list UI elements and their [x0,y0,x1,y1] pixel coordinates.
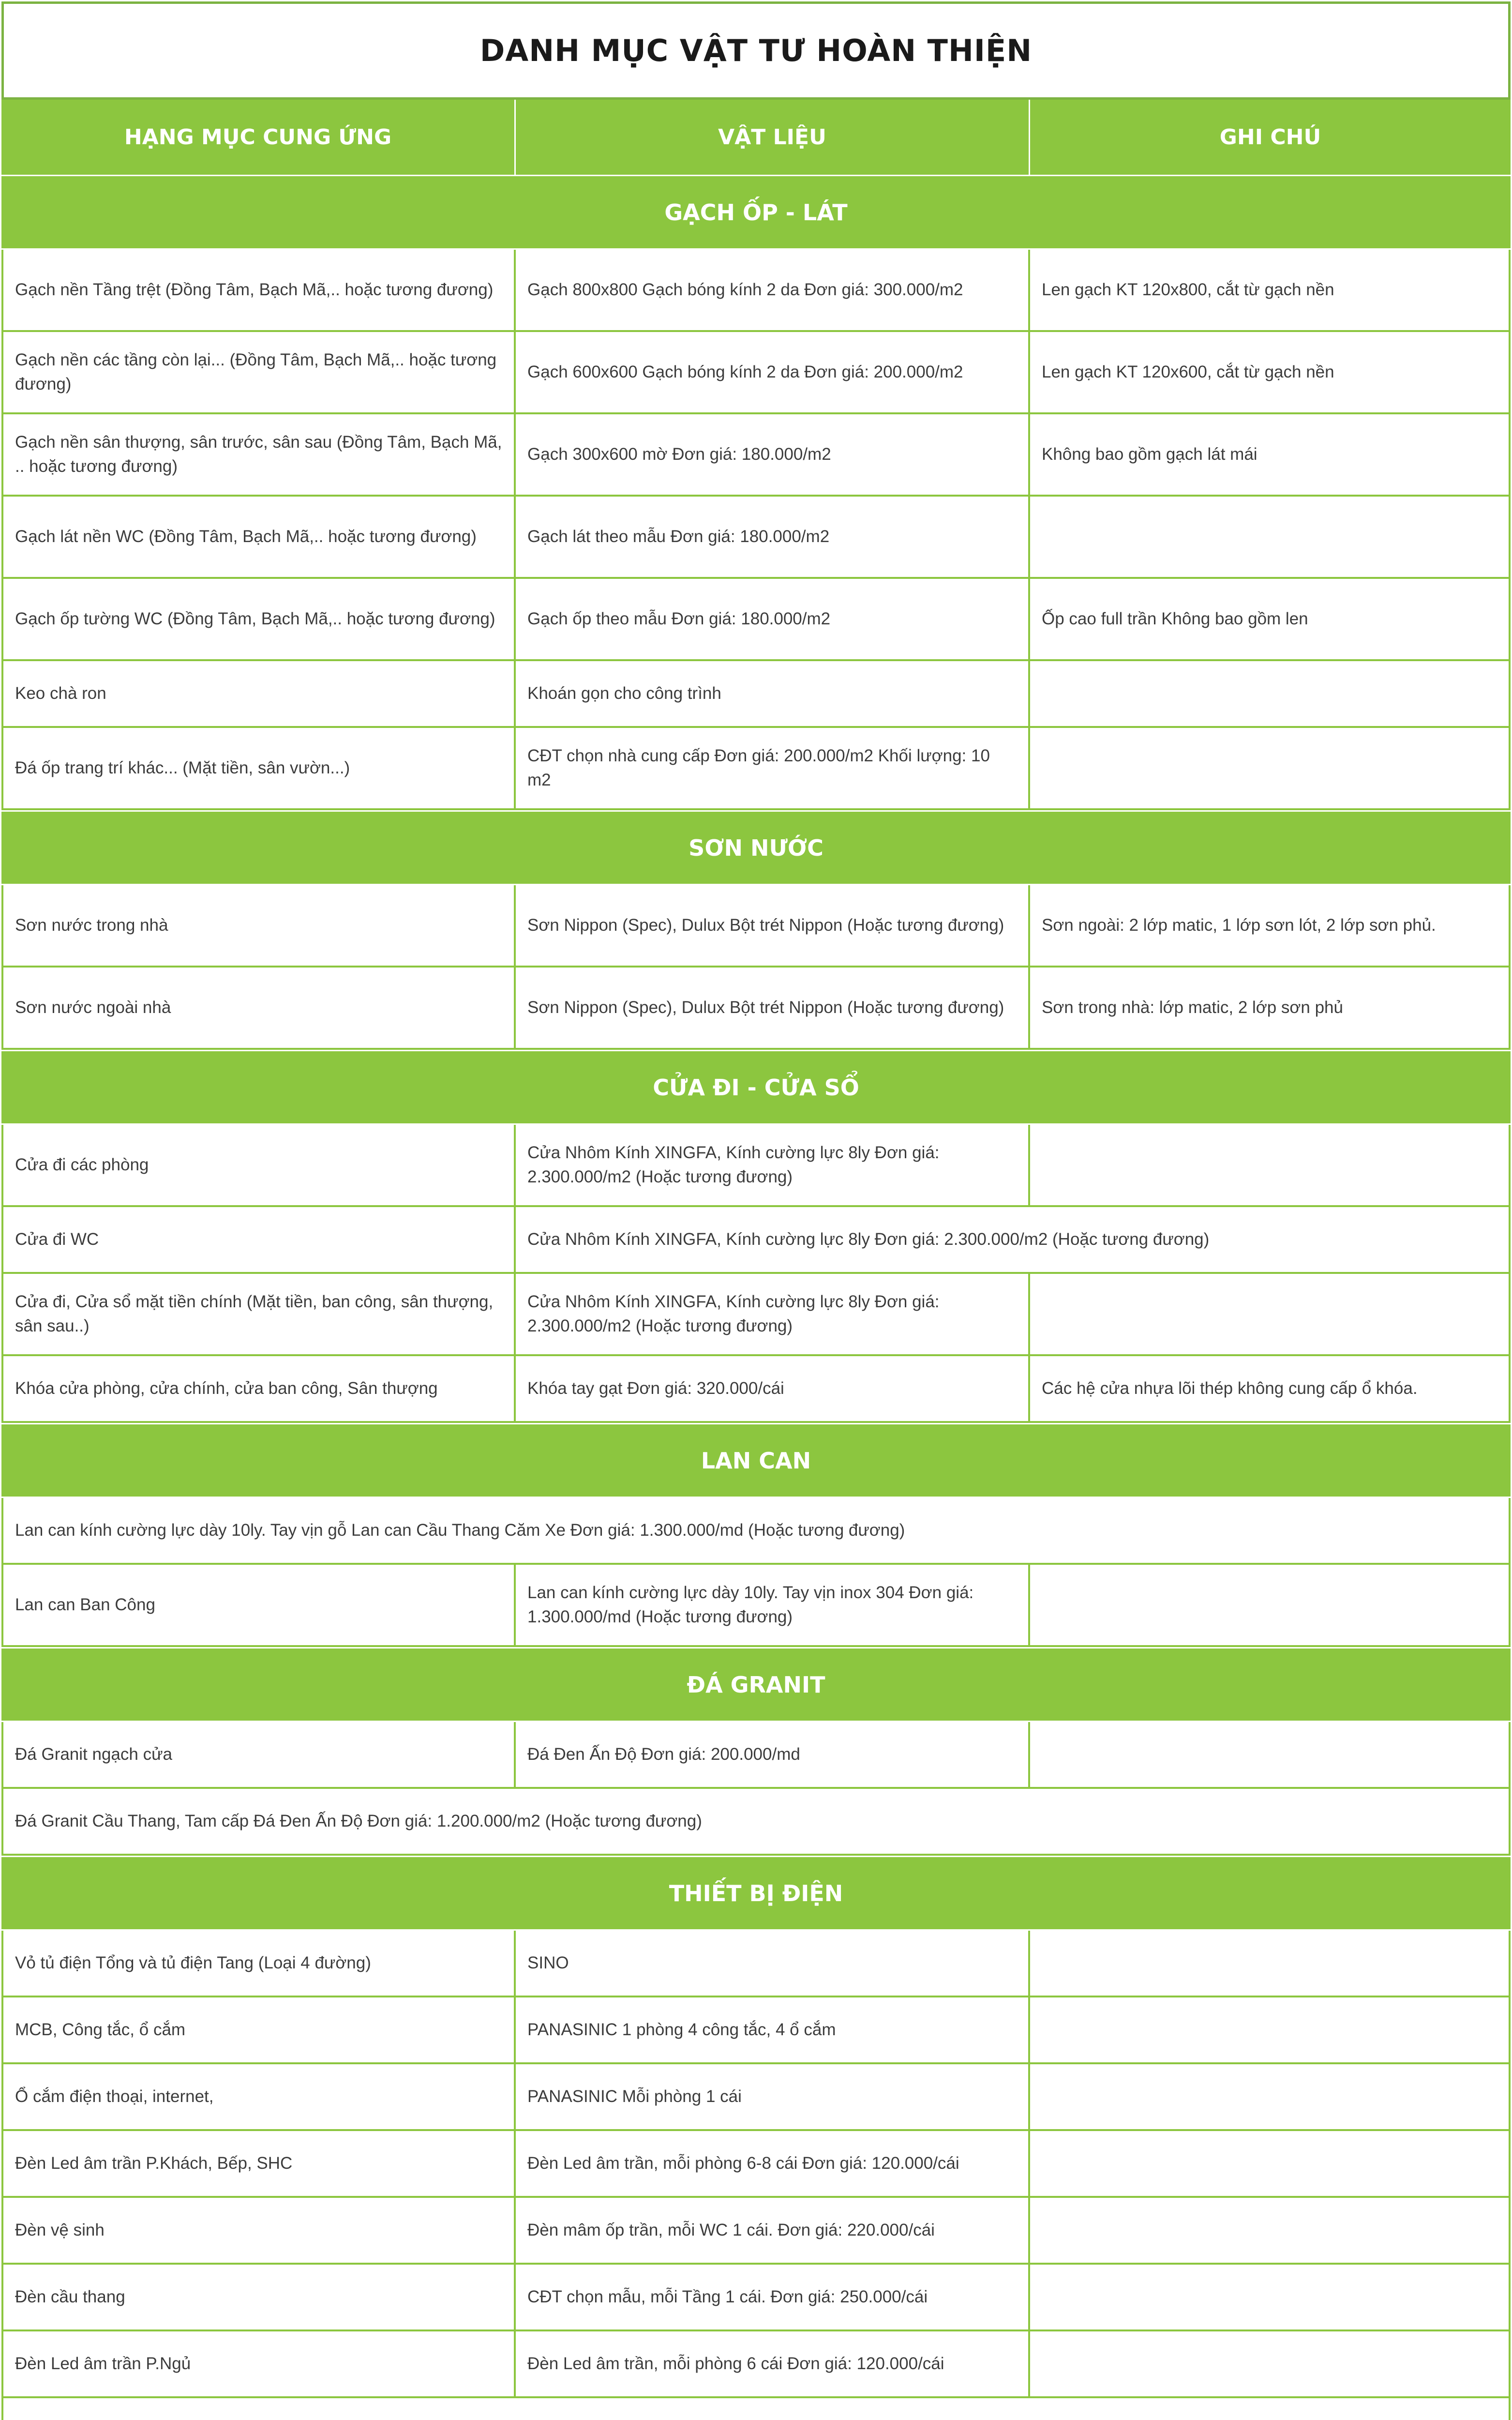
cell-material: Đèn mâm ốp trần, mỗi WC 1 cái. Đơn giá: 220.000/cái [516,2198,1030,2263]
table-row [1,2398,1511,2420]
cell-note [1030,1997,1511,2062]
cell-material: Khóa tay gạt Đơn giá: 320.000/cái [516,1356,1030,1421]
cell-material: Gạch 300x600 mờ Đơn giá: 180.000/m2 [516,414,1030,495]
cell-supply-item: Đèn Led âm trần P.Khách, Bếp, SHC [1,2131,516,2196]
cell-supply-item: Sơn nước ngoài nhà [1,968,516,1048]
cell-supply-item: Vỏ tủ điện Tổng và tủ điện Tang (Loại 4 đường) [1,1931,516,1996]
cell-note: Sơn trong nhà: lớp matic, 2 lớp sơn phủ [1030,968,1511,1048]
cell-supply-item: Lan can Ban Công [1,1565,516,1645]
cell-supply-item: Đá Granit ngạch cửa [1,1722,516,1787]
table-row [1,2198,1511,2265]
table-row [1,1274,1511,1356]
cell-supply-item: Cửa đi các phòng [1,1125,516,1205]
column-header-supply-item: HẠNG MỤC CUNG ỨNG [1,100,516,175]
table-row [1,1565,1511,1647]
column-header-material: VẬT LIỆU [516,100,1030,175]
table-row [1,1997,1511,2064]
cell-supply-item: Gạch nền các tầng còn lại... (Đồng Tâm, Bạch Mã,.. hoặc tương đương) [1,332,516,412]
section-header-row [1,1647,1511,1722]
section-title: THIẾT BỊ ĐIỆN [669,1880,843,1906]
cell-supply-item: Khóa cửa phòng, cửa chính, cửa ban công, Sân thượng [1,1356,516,1421]
cell-note: Không bao gồm gạch lát mái [1030,414,1511,495]
cell-supply-item: Đèn vệ sinh [1,2198,516,2263]
table-row [1,728,1511,810]
table-row [1,332,1511,414]
cell-note: Len gạch KT 120x800, cắt từ gạch nền [1030,250,1511,330]
table-row [1,497,1511,579]
cell-note [1030,1931,1511,1996]
cell-note: Len gạch KT 120x600, cắt từ gạch nền [1030,332,1511,412]
cell-note: Các hệ cửa nhựa lõi thép không cung cấp ổ khóa. [1030,1356,1511,1421]
section-title: CỬA ĐI - CỬA SỔ [653,1074,859,1101]
table-row [1,250,1511,332]
cell-material: Gạch 800x800 Gạch bóng kính 2 da Đơn giá: 300.000/m2 [516,250,1030,330]
table-title-row [1,1,1511,100]
cell-note [1030,2198,1511,2263]
cell-supply-item: Đá ốp trang trí khác... (Mặt tiền, sân vườn...) [1,728,516,808]
cell-material: CĐT chọn nhà cung cấp Đơn giá: 200.000/m2 Khối lượng: 10 m2 [516,728,1030,808]
section-title: SƠN NƯỚC [689,834,823,861]
cell-material: Sơn Nippon (Spec), Dulux Bột trét Nippon (Hoặc tương đương) [516,968,1030,1048]
cell-supply-item: Gạch nền Tầng trệt (Đồng Tâm, Bạch Mã,.. hoặc tương đương) [1,250,516,330]
cell-material: CĐT chọn mẫu, mỗi Tầng 1 cái. Đơn giá: 250.000/cái [516,2265,1030,2329]
cell-material: Gạch 600x600 Gạch bóng kính 2 da Đơn giá: 200.000/m2 [516,332,1030,412]
cell-material: Đèn Led âm trần, mỗi phòng 6 cái Đơn giá: 120.000/cái [516,2331,1030,2396]
cell-material: Đèn Led âm trần, mỗi phòng 6-8 cái Đơn giá: 120.000/cái [516,2131,1030,2196]
page-title: DANH MỤC VẬT TƯ HOÀN THIỆN [479,33,1033,68]
cell-note [1030,2265,1511,2329]
table-row [1,2131,1511,2198]
cell-note [1030,661,1511,726]
cell-supply-item: Keo chà ron [1,661,516,726]
cell-supply-item: Sơn nước trong nhà [1,885,516,966]
cell-material: Đá Đen Ấn Độ Đơn giá: 200.000/md [516,1722,1030,1787]
table-row [1,1356,1511,1423]
cell-note [1030,1722,1511,1787]
cell-material: Cửa Nhôm Kính XINGFA, Kính cường lực 8ly Đơn giá: 2.300.000/m2 (Hoặc tương đương) [516,1274,1030,1354]
cell-note [1030,2064,1511,2129]
cell-merged: Lan can kính cường lực dày 10ly. Tay vịn gỗ Lan can Cầu Thang Căm Xe Đơn giá: 1.300.000/md (Hoặc tương đương) [1,1498,1511,1563]
cell-supply-item: Gạch lát nền WC (Đồng Tâm, Bạch Mã,.. hoặc tương đương) [1,497,516,577]
cell-merged [1,2398,1511,2420]
table-row [1,2331,1511,2398]
section-header-row [1,1050,1511,1125]
table-body [1,175,1511,2420]
cell-note: Ốp cao full trần Không bao gồm len [1030,579,1511,659]
cell-supply-item: Cửa đi, Cửa sổ mặt tiền chính (Mặt tiền, ban công, sân thượng, sân sau..) [1,1274,516,1354]
table-row [1,1931,1511,1997]
section-header-row [1,1423,1511,1498]
section-title: LAN CAN [701,1447,811,1474]
table-row [1,579,1511,661]
table-row [1,661,1511,728]
table-row [1,1789,1511,1856]
section-title: ĐÁ GRANIT [687,1671,825,1698]
table-row [1,885,1511,968]
cell-material-merged: Cửa Nhôm Kính XINGFA, Kính cường lực 8ly Đơn giá: 2.300.000/m2 (Hoặc tương đương) [516,1207,1511,1272]
cell-note [1030,497,1511,577]
cell-note [1030,728,1511,808]
cell-supply-item: Cửa đi WC [1,1207,516,1272]
cell-material: Gạch ốp theo mẫu Đơn giá: 180.000/m2 [516,579,1030,659]
cell-merged: Đá Granit Cầu Thang, Tam cấp Đá Đen Ấn Độ Đơn giá: 1.200.000/m2 (Hoặc tương đương) [1,1789,1511,1854]
table-row [1,968,1511,1050]
cell-note [1030,2131,1511,2196]
cell-material: Gạch lát theo mẫu Đơn giá: 180.000/m2 [516,497,1030,577]
column-header-note: GHI CHÚ [1219,125,1321,150]
section-title: GẠCH ỐP - LÁT [664,199,848,226]
cell-note [1030,1274,1511,1354]
cell-note [1030,1565,1511,1645]
cell-note [1030,1125,1511,1205]
cell-material: SINO [516,1931,1030,1996]
column-header-row [1,100,1511,175]
cell-supply-item: Ổ cắm điện thoại, internet, [1,2064,516,2129]
table-row [1,2265,1511,2331]
cell-material: Cửa Nhôm Kính XINGFA, Kính cường lực 8ly Đơn giá: 2.300.000/m2 (Hoặc tương đương) [516,1125,1030,1205]
cell-material: Sơn Nippon (Spec), Dulux Bột trét Nippon (Hoặc tương đương) [516,885,1030,966]
cell-note: Sơn ngoài: 2 lớp matic, 1 lớp sơn lót, 2 lớp sơn phủ. [1030,885,1511,966]
table-row [1,1207,1511,1274]
cell-supply-item: Gạch nền sân thượng, sân trước, sân sau (Đồng Tâm, Bạch Mã, .. hoặc tương đương) [1,414,516,495]
table-row [1,2064,1511,2131]
cell-supply-item: Đèn cầu thang [1,2265,516,2329]
cell-material: PANASINIC Mỗi phòng 1 cái [516,2064,1030,2129]
cell-note [1030,2331,1511,2396]
cell-material: PANASINIC 1 phòng 4 công tắc, 4 ổ cắm [516,1997,1030,2062]
table-row [1,1722,1511,1789]
table-row [1,1498,1511,1565]
cell-supply-item: Gạch ốp tường WC (Đồng Tâm, Bạch Mã,.. hoặc tương đương) [1,579,516,659]
section-header-row [1,810,1511,885]
section-header-row [1,175,1511,250]
cell-material: Khoán gọn cho công trình [516,661,1030,726]
cell-supply-item: Đèn Led âm trần P.Ngủ [1,2331,516,2396]
cell-material: Lan can kính cường lực dày 10ly. Tay vịn inox 304 Đơn giá: 1.300.000/md (Hoặc tương đương) [516,1565,1030,1645]
cell-supply-item: MCB, Công tắc, ổ cắm [1,1997,516,2062]
table-row [1,1125,1511,1207]
section-header-row [1,1856,1511,1931]
table-row [1,414,1511,497]
